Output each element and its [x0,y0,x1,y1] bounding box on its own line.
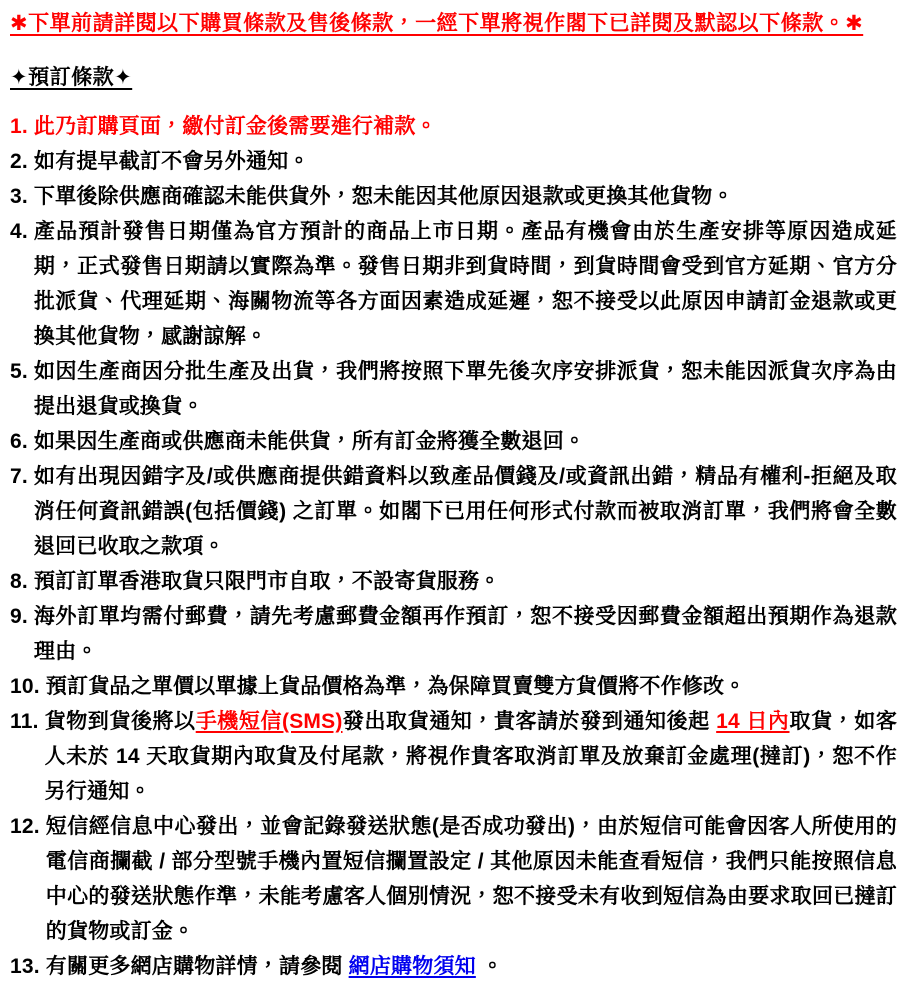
term-number: 11. [10,710,39,733]
term-4-segment-1: 產品預計發售日期僅為官方預計的商品上市日期。產品有機會由於生產安排等原因造成延期，正式發售日期請以實際為準。發售日期非到貨時間，到貨時間會受到官方延期、官方分批派貨、代理延期、海關物流等各方面因素造成延遲，恕不接受以此原因申請訂金退款或更換其他貨物，感謝諒解。 [33,220,897,348]
term-text [46,809,897,949]
term-item-12 [10,809,897,949]
term-13-segment-1: 有關更多網店購物詳情，請參閱 [45,955,349,978]
term-item-7 [10,459,897,564]
terms-list [10,109,897,984]
term-text [34,599,897,669]
term-number: 4. [10,220,28,243]
term-5-segment-1: 如因生產商因分批生產及出貨，我們將按照下單先後次序安排派貨，恕未能因派貨次序為由提出退貨或換貨。 [33,360,897,418]
term-item-4 [10,214,897,354]
term-text [46,949,897,984]
term-2-segment-1: 如有提早截訂不會另外通知。 [33,150,310,173]
pickup-deadline-highlight: 14 日內 [716,710,790,733]
term-11-segment-1: 貨物到貨後將以 [44,710,196,733]
term-12-segment-1: 短信經信息中心發出，並會記錄發送狀態(是否成功發出)，由於短信可能會因客人所使用的電信商攔截 / 部分型號手機內置短信攔置設定 / 其他原因未能查看短信，我們只能按照信息中心的發送狀態作準，未能考慮客人個別情況，恕不接受未有收到短信為由要求取回已撻訂的貨物或訂金。 [45,815,897,943]
term-9-segment-1: 海外訂單均需付郵費，請先考慮郵費金額再作預訂，恕不接受因郵費金額超出預期作為退款理由。 [33,605,897,663]
term-text [46,669,897,704]
term-number: 10. [10,675,40,698]
sms-highlight: 手機短信(SMS) [195,710,343,733]
term-item-1 [10,109,897,144]
term-text [34,179,897,214]
term-text [34,424,897,459]
term-6-segment-1: 如果因生產商或供應商未能供貨，所有訂金將獲全數退回。 [33,430,586,453]
section-title-preorder-terms: ✦預訂條款✦ [10,66,133,89]
term-number: 9. [10,605,28,628]
term-text [34,214,897,354]
term-number: 1. [10,115,28,138]
term-text [34,144,897,179]
term-item-5 [10,354,897,424]
term-8-segment-1: 預訂訂單香港取貨只限門市自取，不設寄貨服務。 [33,570,501,593]
term-item-13 [10,949,897,984]
term-item-11 [10,704,897,809]
term-number: 5. [10,360,28,383]
term-number: 8. [10,570,28,593]
term-text [34,109,897,144]
term-11-segment-5: 取貨，如客人未於 14 天取貨期內取貨及付尾款，將視作貴客取消訂單及放棄訂金處理(撻訂)，恕不作另行通知。 [44,710,898,803]
term-item-9 [10,599,897,669]
term-text [34,564,897,599]
term-number: 7. [10,465,28,488]
term-item-10 [10,669,897,704]
term-7-segment-1: 如有出現因錯字及/或供應商提供錯資料以致產品價錢及/或資訊出錯，精品有權利-拒絕及取消任何資訊錯誤(包括價錢) 之訂單。如閣下已用任何形式付款而被取消訂單，我們將會全數退回已收取之款項。 [33,465,897,558]
term-number: 6. [10,430,28,453]
term-item-3 [10,179,897,214]
term-1-segment-1: 此乃訂購頁面，繳付訂金後需要進行補款。 [33,115,437,138]
term-number: 13. [10,955,40,978]
term-item-6 [10,424,897,459]
term-text [34,459,897,564]
term-number: 12. [10,815,40,838]
term-number: 3. [10,185,28,208]
term-number: 2. [10,150,28,173]
term-text [45,704,897,809]
term-11-segment-3: 發出取貨通知，貴客請於發到通知後起 [342,710,717,733]
term-10-segment-1: 預訂貨品之單價以單據上貨品價格為準，為保障買賣雙方貨價將不作修改。 [45,675,746,698]
term-item-8 [10,564,897,599]
term-13-segment-3: 。 [475,955,504,978]
preorder-warning-banner: ✱下單前請詳閱以下購買條款及售後條款，一經下單將視作閣下已詳閱及默認以下條款。✱ [10,12,864,35]
term-item-2 [10,144,897,179]
shop-guide-link[interactable]: 網店購物須知 [348,955,476,978]
term-text [34,354,897,424]
term-3-segment-1: 下單後除供應商確認未能供貨外，恕未能因其他原因退款或更換其他貨物。 [33,185,734,208]
